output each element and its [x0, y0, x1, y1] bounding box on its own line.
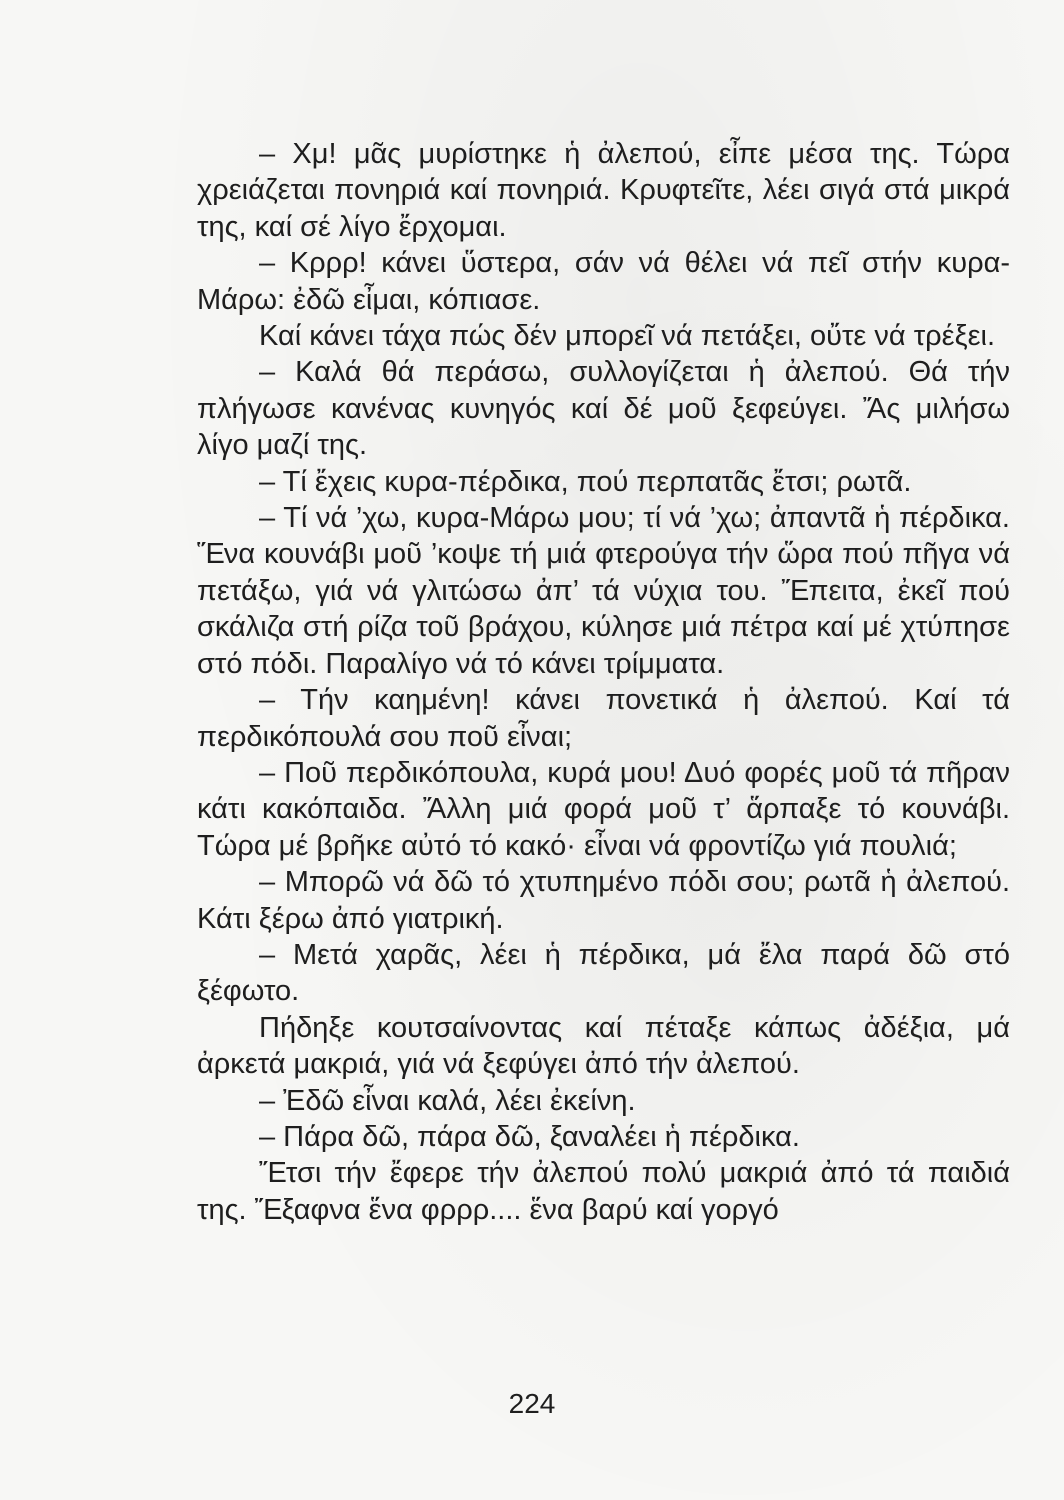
- paragraph: – Τήν καημένη! κάνει πονετικά ἡ ἀλεπού. Καί τά περδικόπουλά σου ποῦ εἶναι;: [197, 684, 1010, 753]
- paragraph: Καί κάνει τάχα πώς δέν μπορεῖ νά πετάξει, οὔτε νά τρέξει.: [259, 320, 996, 353]
- paragraph: – Πάρα δῶ, πάρα δῶ, ξαναλέει ἡ πέρδικα.: [259, 1120, 800, 1153]
- paragraph: – Τί ἔχεις κυρα-πέρδικα, πού περπατᾶς ἔτσι; ρωτᾶ.: [259, 465, 912, 498]
- paragraph: – Κρρρ! κάνει ὕστερα, σάν νά θέλει νά πεῖ στήν κυρα-Μάρω: ἐδῶ εἶμαι, κόπιασε.: [197, 247, 1010, 316]
- paragraph: Ἔτσι τήν ἔφερε τήν ἀλεπού πολύ μακριά ἀπό τά παιδιά της. Ἔξαφνα ἕνα φρρρ.... ἕνα βαρύ καί γοργό: [197, 1157, 1010, 1226]
- paragraph: – Ποῦ περδικόπουλα, κυρά μου! Δυό φορές μοῦ τά πῆραν κάτι κακόπαιδα. Ἄλλη μιά φορά μοῦ τ’ ἅρπαξε τό κουνάβι. Τώρα μέ βρῆκε αὐτό τό κακό· εἶναι νά φροντίζω γιά πουλιά;: [197, 756, 1010, 862]
- paragraph: – Χμ! μᾶς μυρίστηκε ἡ ἀλεπού, εἶπε μέσα της. Τώρα χρειάζεται πονηριά καί πονηριά. Κρυφτεῖτε, λέει σιγά στά μικρά της, καί σέ λίγο ἔρχομαι.: [197, 138, 1010, 243]
- paragraph: – Καλά θά περάσω, συλλογίζεται ἡ ἀλεπού. Θά τήν πλήγωσε κανένας κυνηγός καί δέ μοῦ ξεφεύγει. Ἄς μιλήσω λίγο μαζί της.: [197, 356, 1010, 462]
- paragraph: – Ἐδῶ εἶναι καλά, λέει ἐκείνη.: [259, 1084, 636, 1117]
- body-text: [197, 136, 1010, 1228]
- paragraph: – Μετά χαρᾶς, λέει ἡ πέρδικα, μά ἔλα παρά δῶ στό ξέφωτο.: [197, 938, 1010, 1008]
- paragraph: Πήδηξε κουτσαίνοντας καί πέταξε κάπως ἀδέξια, μά ἀρκετά μακριά, γιά νά ξεφύγει ἀπό τήν ἀλεπού.: [197, 1011, 1010, 1081]
- paragraph: – Τί νά ’χω, κυρα-Μάρω μου; τί νά ’χω; ἀπαντᾶ ἡ πέρδικα. Ἕνα κουνάβι μοῦ ’κοψε τή μιά φτερούγα τήν ὥρα πού πῆγα νά πετάξω, γιά νά γλιτώσω ἀπ’ τά νύχια του. Ἔπειτα, ἐκεῖ πού σκάλιζα στή ρίζα τοῦ βράχου, κύλησε μιά πέτρα καί μέ χτύπησε στό πόδι. Παραλίγο νά τό κάνει τρίμματα.: [197, 502, 1010, 680]
- page-number: 224: [508, 1388, 556, 1419]
- paragraph: – Μπορῶ νά δῶ τό χτυπημένο πόδι σου; ρωτᾶ ἡ ἀλεπού. Κάτι ξέρω ἀπό γιατρική.: [197, 866, 1010, 935]
